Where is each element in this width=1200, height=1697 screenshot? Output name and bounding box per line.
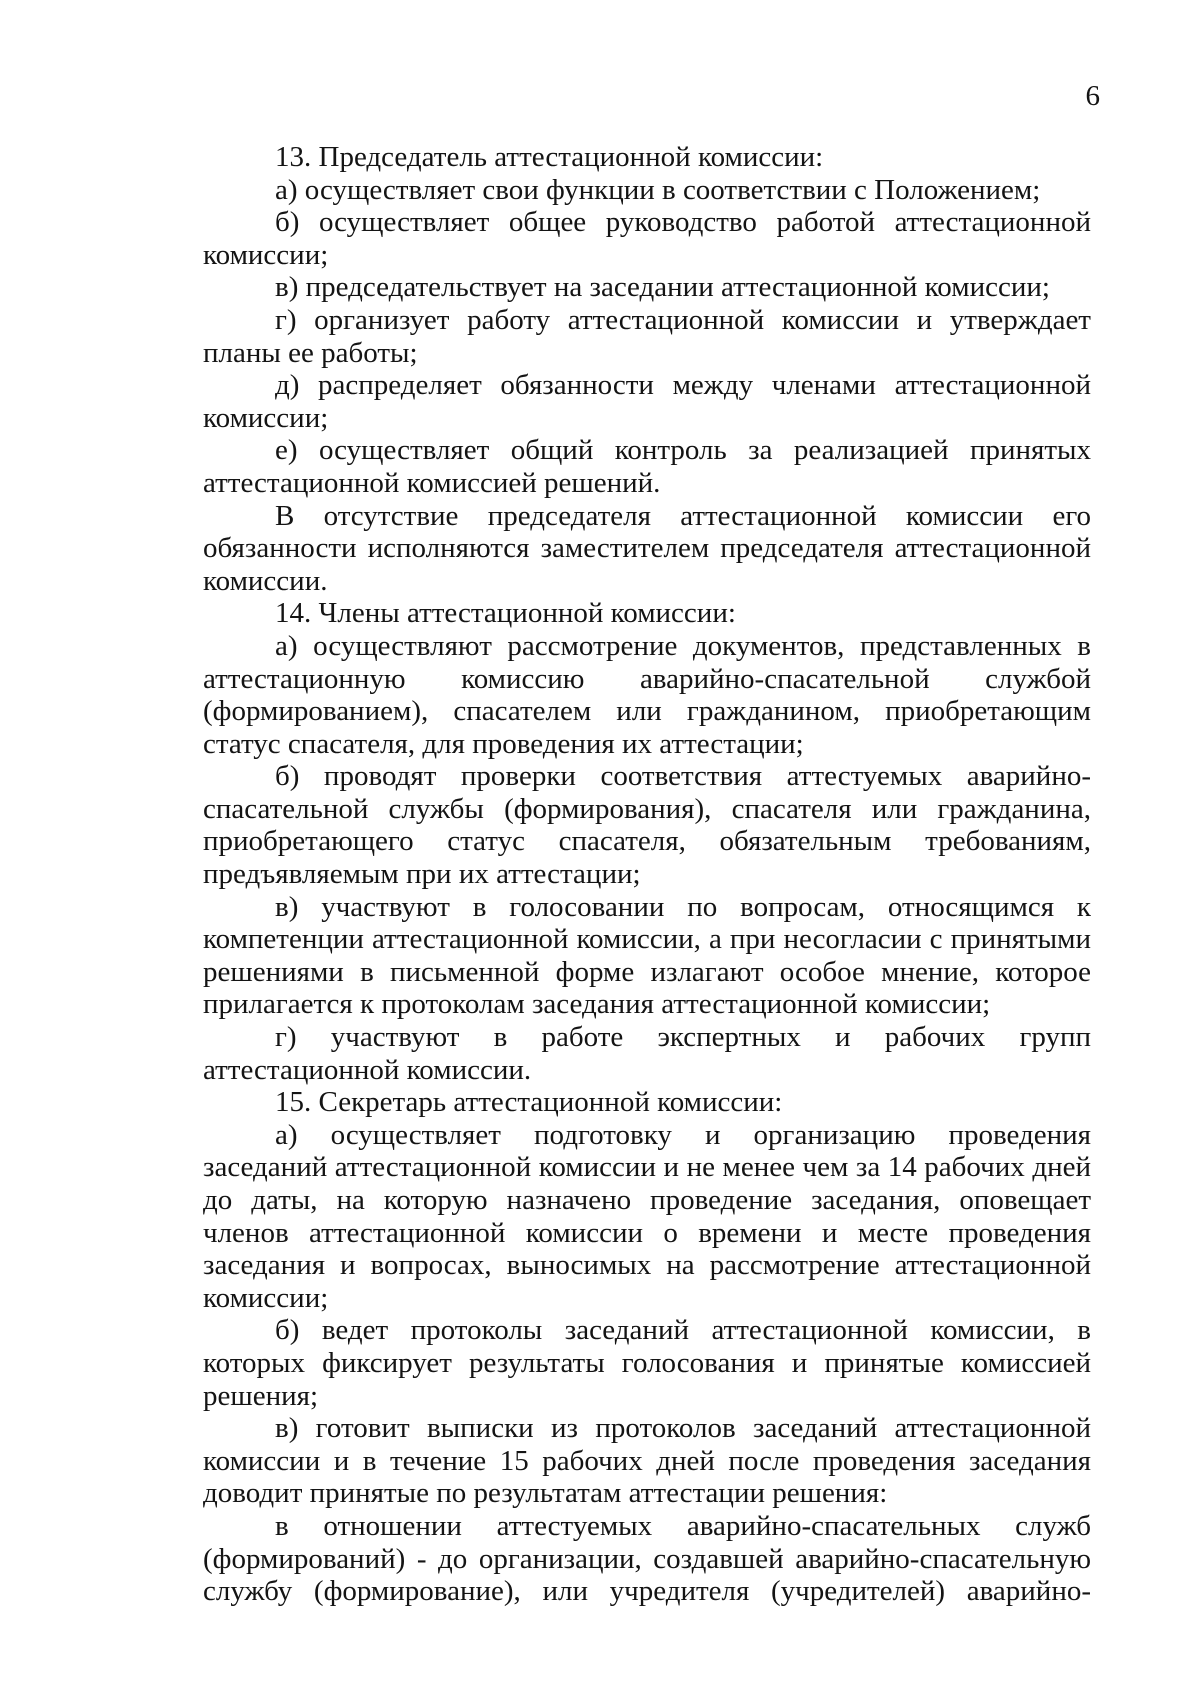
section-13-heading: 13. Председатель аттестационной комиссии: [275,141,824,173]
list-item-13f: е) осуществляет общий контроль за реализацией принятых аттестационной комиссией решений. [203,434,1091,499]
list-item-15a: а) осуществляет подготовку и организацию проведения заседаний аттестационной комиссии и не менее чем за 14 рабочих дней до даты, на которую назначено проведение заседания, оповещает членов аттестационной комиссии о времени и месте проведения заседания и вопросах, выносимых на рассмотрение аттестационной комиссии; [203,1118,1091,1314]
list-item-13c: в) председательствует на заседании аттестационной комиссии; [275,271,1050,304]
document-body [203,141,1091,1608]
list-item-13d: г) организует работу аттестационной комиссии и утверждает планы ее работы; [203,303,1091,369]
list-item-13a: а) осуществляет свои функции в соответствии с Положением; [275,173,1041,206]
list-item-14d: г) участвуют в работе экспертных и рабочих групп аттестационной комиссии. [203,1021,1091,1086]
paragraph-13-substitute: В отсутствие председателя аттестационной комиссии его обязанности исполняются заместителем председателя аттестационной комиссии. [203,499,1091,597]
list-item-13e: д) распределяет обязанности между членами аттестационной комиссии; [203,369,1091,434]
list-item-15b: б) ведет протоколы заседаний аттестационной комиссии, в которых фиксирует результаты голосования и принятые комиссией решения; [203,1314,1091,1412]
list-item-14b: б) проводят проверки соответствия аттестуемых аварийно-спасательной службы (формирования), спасателя или гражданина, приобретающего статус спасателя, обязательным требованиям, предъявляемым при их аттестации; [203,760,1091,891]
list-item-14c: в) участвуют в голосовании по вопросам, относящимся к компетенции аттестационной комиссии, а при несогласии с принятыми решениями в письменной форме излагают особое мнение, которое прилагается к протоколам заседания аттестационной комиссии; [203,890,1091,1021]
list-item-15c: в) готовит выписки из протоколов заседаний аттестационной комиссии и в течение 15 рабочих дней после проведения заседания доводит принятые по результатам аттестации решения: [203,1412,1091,1510]
section-15-heading: 15. Секретарь аттестационной комиссии: [275,1086,783,1119]
list-item-14a: а) осуществляют рассмотрение документов, представленных в аттестационную комиссию аварийно-спасательной службой (формированием), спасателем или гражданином, приобретающим статус спасателя, для проведения их аттестации; [203,629,1091,760]
page-number: 6 [1085,80,1100,112]
section-14-heading: 14. Члены аттестационной комиссии: [275,597,736,630]
paragraph-15c-services: в отношении аттестуемых аварийно-спасательных служб (формирований) - до организации, создавшей аварийно-спасательную службу (формирование), или учредителя (учредителей) аварийно- [203,1509,1091,1608]
list-item-13b: б) осуществляет общее руководство работой аттестационной комиссии; [203,206,1091,271]
